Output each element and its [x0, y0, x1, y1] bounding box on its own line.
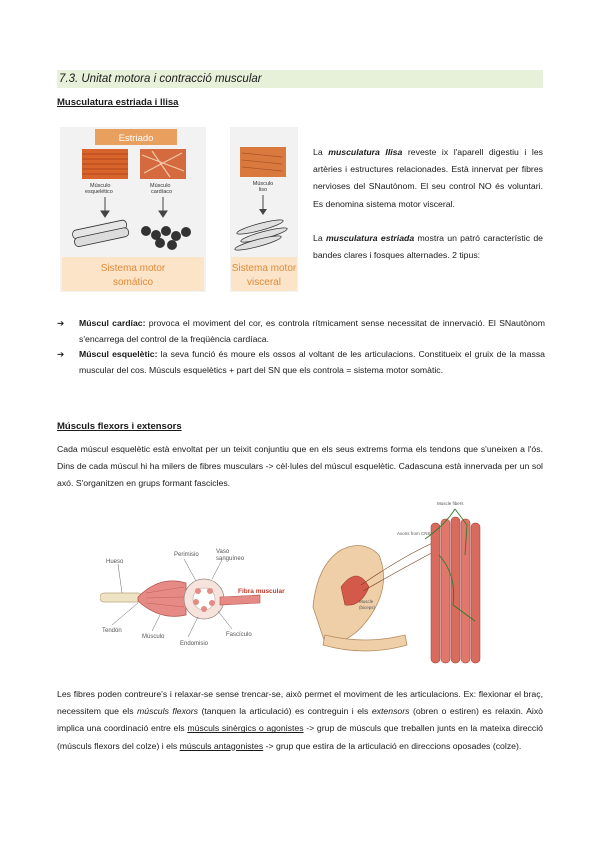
bone-drawing	[100, 593, 142, 602]
cardiac-label-line2: cardíaco	[151, 189, 173, 195]
arrow-icon: ➔	[57, 349, 65, 359]
label-muscle-fibers: Muscle fibers	[437, 501, 464, 506]
connective-tissue-paragraph: Cada múscul esquelètic està envoltat per un teixit conjuntiu que en els seus extrems forma els tendons que s'uneixen a l'ós. Dins de cada múscul hi ha milers de fibres musculars -> cèl·lules del múscul esquelètic. Cadascuna està innervada per un sol axó. S'organitzen en grups formant fascicles.	[57, 444, 543, 489]
label-musculo: Músculo	[142, 634, 165, 640]
label-tendon: Tendón	[102, 628, 122, 634]
muscle-fibers-bundle	[431, 517, 480, 663]
cardiac-label-line1: Músculo	[150, 183, 171, 189]
visceral-caption-line2: visceral	[247, 277, 281, 288]
smooth-muscle-paragraph: La musculatura llisa reveste ix l'aparell digestiu i les artèries i estructures relacionades. Està innervat per fibres nervioses del SNautònom. El seu control NO és voluntari. Es denomina sistema motor visceral.	[313, 147, 543, 209]
skeletal-label-line1: Músculo	[90, 183, 111, 189]
label-fibra: Fibra muscular	[238, 588, 285, 595]
arm-motor-unit-figure	[305, 495, 495, 665]
somatic-caption-line1: Sistema motor	[100, 263, 166, 274]
subheading-striated-smooth: Musculatura estriada i llisa	[57, 97, 179, 108]
bullet-cardiac: ➔ Múscul cardíac: provoca el moviment del cor, es controla rítmicament sense necessitat de innervació. El SNautònom s'encarrega del control de la freqüència cardíaca.	[57, 318, 545, 344]
label-muscle-biceps-line2: (biceps)	[359, 605, 376, 610]
label-axons: Axons from CNS	[397, 531, 431, 536]
smooth-label-line2: liso	[258, 187, 268, 193]
label-vaso-line1: Vaso	[216, 549, 230, 555]
subheading-flexors-extensors: Músculs flexors i extensors	[57, 421, 182, 432]
label-endomisio: Endomisio	[180, 641, 209, 647]
smooth-label-line1: Músculo	[252, 181, 274, 187]
section-title: 7.3. Unitat motora i contracció muscular	[57, 70, 543, 88]
visceral-caption-line1: Sistema motor	[231, 263, 297, 274]
striated-muscle-paragraph: La musculatura estriada mostra un patró característic de bandes clares i fosques alternades. 2 tipus:	[313, 233, 544, 261]
label-perimisio: Perimisio	[174, 552, 199, 558]
arrow-icon: ➔	[57, 318, 65, 328]
label-muscle-biceps-line1: Muscle	[359, 599, 374, 604]
skeletal-label-line2: esquelético	[85, 189, 113, 195]
forearm-drawing	[323, 635, 407, 651]
bullet-skeletal: ➔ Múscul esquelètic: la seva funció és moure els ossos al voltant de les articulacions. Constitueix el gruix de la massa muscular del cos. Músculs esquelètics + part del SN que els controla = sistema motor somàtic.	[57, 349, 545, 375]
label-vaso-line2: sanguíneo	[216, 556, 245, 562]
label-fasciculo: Fascículo	[226, 632, 252, 638]
muscle-fiber-drawing	[220, 595, 260, 605]
cardiac-tissue-image	[140, 149, 186, 179]
muscle-drawing	[138, 581, 186, 617]
muscle-types-figure	[60, 127, 305, 292]
flexor-extensor-paragraph: Les fibres poden contreure's i relaxar-se sense trencar-se, això permet el moviment de les articulacions. Ex: flexionar el braç, necessitem que els músculs flexors (tanquen la articulació) es contreguin i els extensors (obren o estiren) es relaxin. Això implica una coordinació entre els músculs sinèrgics o agonistes -> grup de músculs que treballen junts en la mateixa direcció (músculs flexors del colze) i els músculs antagonistes -> grup que estira de la articulació en direccions oposades (colze).	[57, 689, 543, 751]
label-hueso: Hueso	[106, 559, 124, 565]
striated-title: Estriado	[118, 133, 154, 144]
muscle-structure-figure	[100, 545, 290, 653]
somatic-caption-line2: somático	[112, 277, 154, 288]
